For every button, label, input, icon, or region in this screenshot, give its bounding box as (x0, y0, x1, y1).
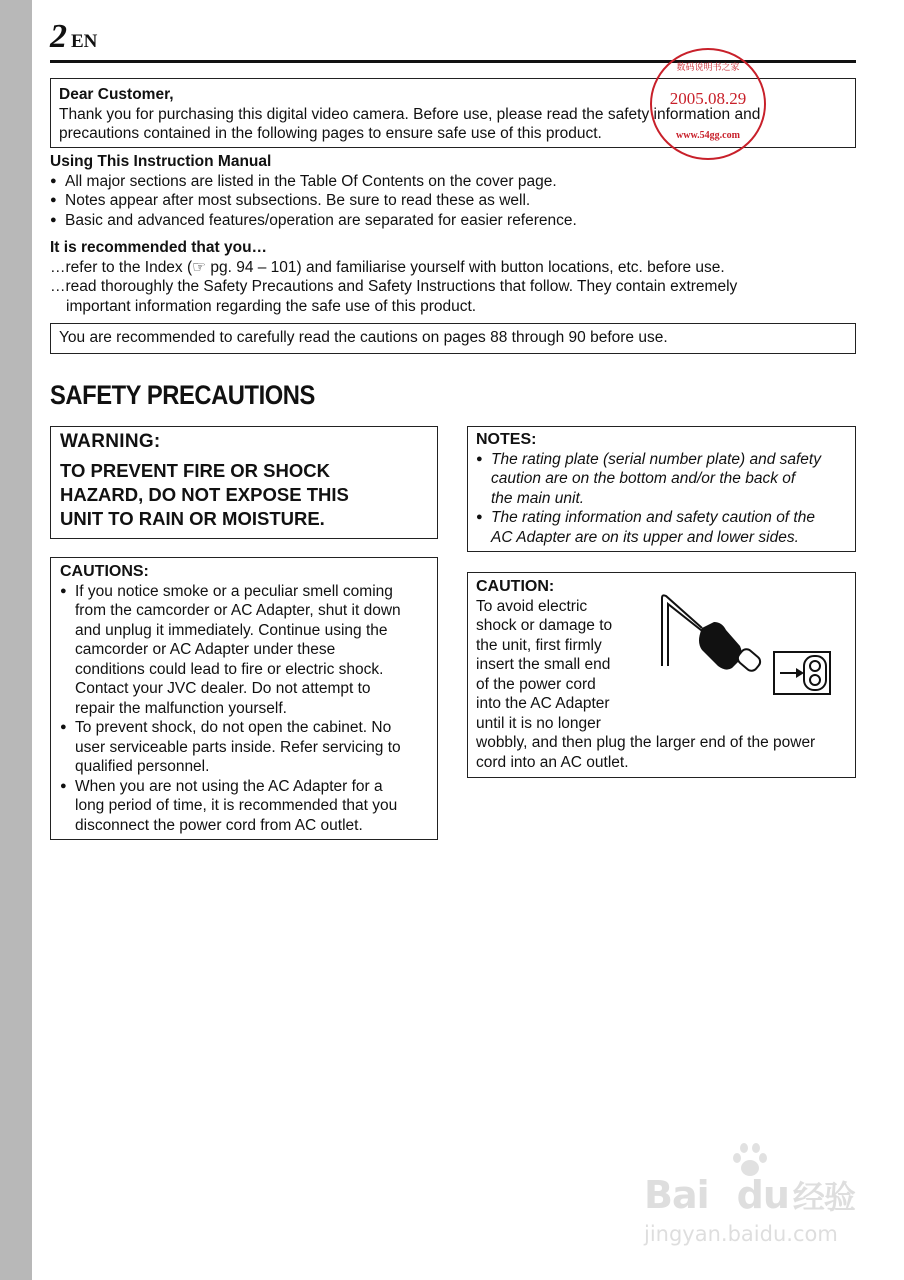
watermark-brand: Bai (644, 1173, 709, 1217)
line: caution are on the bottom and/or the back of (491, 470, 796, 487)
line: ● The rating information and safety caution of the (491, 509, 815, 526)
cautions-notice-text: You are recommended to carefully read the cautions on pages 88 through 90 before use. (59, 329, 668, 346)
recommended-line-2: …read thoroughly the Safety Precautions and Safety Instructions that follow. They contain extremely (50, 278, 738, 295)
line: conditions could lead to fire or electric shock. (75, 660, 384, 678)
page-edge-bar (0, 0, 32, 1280)
line: Contact your JVC dealer. Do not attempt to (75, 680, 371, 697)
stamp-url: www.54gg.com (676, 130, 740, 141)
watermark (644, 1140, 854, 1260)
manual-title: Using This Instruction Manual (50, 153, 272, 170)
line: camcorder or AC Adapter under these (75, 641, 336, 658)
caution-line: the unit, first firmly (476, 636, 602, 654)
recommended-line-1: …refer to the Index (☞ pg. 94 – 101) and familiarise yourself with button locations, etc. before use. (50, 258, 725, 276)
manual-section (50, 152, 856, 230)
warning-box (50, 426, 438, 539)
recommended-title: It is recommended that you… (50, 239, 268, 256)
line: disconnect the power cord from AC outlet. (75, 816, 363, 834)
watermark-url: jingyan.baidu.com (644, 1222, 838, 1246)
line: long period of time, it is recommended that you (75, 797, 398, 814)
notes-title: NOTES: (476, 431, 537, 448)
list-item (476, 508, 847, 547)
caution-line: cord into an AC outlet. (476, 753, 629, 771)
customer-line-2: precautions contained in the following pages to ensure safe use of this product. (59, 125, 602, 142)
line: from the camcorder or AC Adapter, shut it down (75, 602, 401, 619)
notes-list (476, 450, 847, 548)
date-stamp (648, 46, 768, 162)
watermark-cn: 经验 (792, 1178, 855, 1216)
page-lang: EN (71, 31, 98, 52)
watermark-brand-2: du (736, 1173, 789, 1217)
customer-title: Dear Customer, (59, 86, 174, 103)
recommended-section (50, 238, 856, 316)
cautions-notice-box (50, 323, 856, 354)
page-number (50, 18, 97, 56)
stamp-top-text: 数码说明书之家 (676, 63, 740, 73)
cautions-title: CAUTIONS: (60, 563, 149, 580)
caution-line: To avoid electric (476, 597, 588, 615)
list-item (60, 718, 428, 777)
notes-box (467, 426, 856, 552)
line: ● The rating plate (serial number plate) and safety (491, 450, 821, 468)
line: qualified personnel. (75, 758, 210, 775)
customer-line-1: Thank you for purchasing this digital video camera. Before use, please read the safety information and (59, 105, 761, 123)
line: ● If you notice smoke or a peculiar smell coming (75, 582, 393, 600)
list-item (476, 450, 847, 509)
warning-line-1: TO PREVENT FIRE OR SHOCK (60, 460, 330, 481)
warning-line-3: UNIT TO RAIN OR MOISTURE. (60, 508, 325, 529)
line: repair the malfunction yourself. (75, 699, 287, 717)
cautions-list (60, 582, 428, 836)
safety-heading: SAFETY PRECAUTIONS (50, 380, 315, 410)
list-item: ● All major sections are listed in the Table Of Contents on the cover page. (50, 172, 856, 192)
plug-icon (699, 622, 763, 673)
warning-body (60, 459, 428, 531)
list-item: ● Basic and advanced features/operation are separated for easier reference. (50, 211, 856, 231)
recommended-line-3: important information regarding the safe use of this product. (66, 297, 477, 315)
line: ● To prevent shock, do not open the cabinet. No (75, 719, 392, 736)
warning-line-2: HAZARD, DO NOT EXPOSE THIS (60, 484, 349, 505)
line: AC Adapter are on its upper and lower sides. (491, 528, 799, 546)
list-item: ● Notes appear after most subsections. Be sure to read these as well. (50, 191, 856, 211)
watermark-logo (644, 1172, 855, 1218)
power-cord-illustration (656, 592, 836, 704)
line: user serviceable parts inside. Refer servicing to (75, 738, 401, 756)
line: the main unit. (491, 489, 585, 507)
list-item (60, 777, 428, 836)
caution-line: insert the small end (476, 656, 611, 673)
caution-line: until it is no longer (476, 714, 601, 732)
line: ● When you are not using the AC Adapter for a (75, 777, 383, 795)
caution-title: CAUTION: (476, 578, 555, 595)
page-number-value: 2 (50, 18, 67, 55)
cautions-box (50, 557, 438, 840)
manual-list (50, 172, 856, 231)
caution-line: wobbly, and then plug the larger end of the power (476, 734, 816, 751)
caution-line: into the AC Adapter (476, 695, 610, 712)
list-item (60, 582, 428, 719)
stamp-date: 2005.08.29 (669, 89, 747, 108)
caution-line: shock or damage to (476, 617, 613, 634)
line: and unplug it immediately. Continue using the (75, 621, 388, 639)
caution-line: of the power cord (476, 675, 596, 693)
warning-title: WARNING: (60, 431, 161, 452)
